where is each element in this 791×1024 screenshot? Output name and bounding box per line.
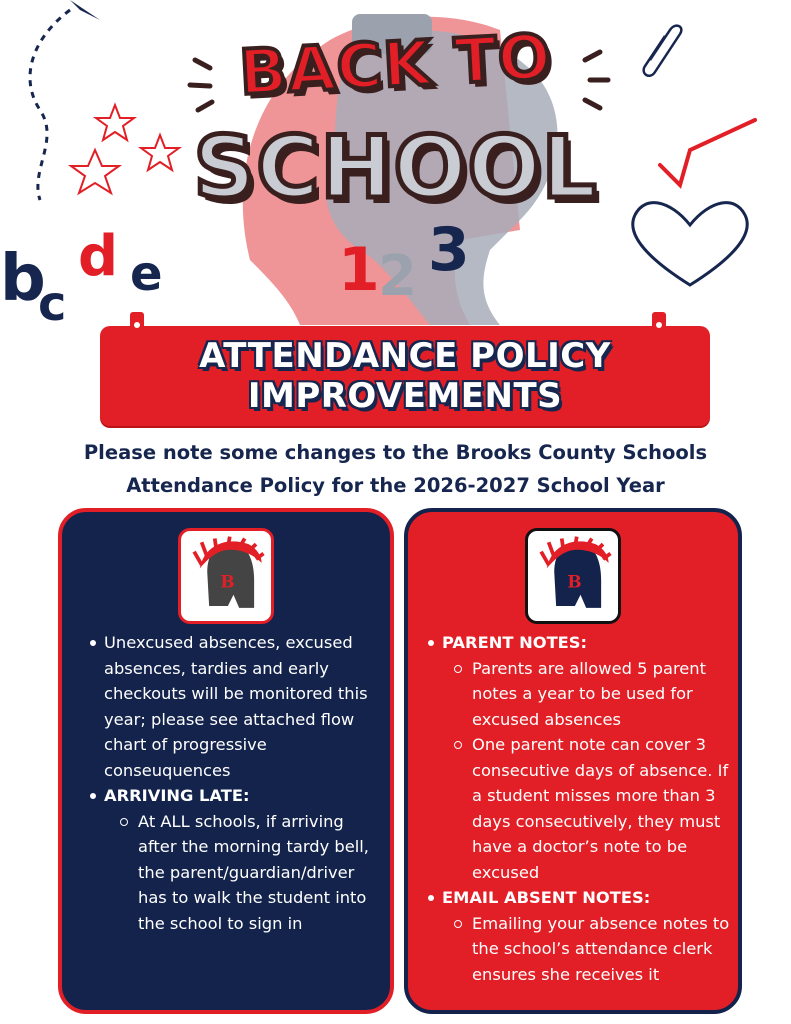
list-text: conseuquences <box>104 760 231 780</box>
bullet-circle <box>120 818 128 826</box>
list-text: excused absences <box>472 709 621 729</box>
banner-title-line2: IMPROVEMENTS <box>247 376 563 416</box>
banner-hanger-left <box>130 312 144 334</box>
spartan-helmet-icon <box>528 531 618 621</box>
bullet-dot <box>428 895 434 901</box>
list-text: Emailing your absence notes to <box>472 913 730 933</box>
list-text: One parent note can cover 3 <box>472 735 706 754</box>
doodle-number-1: 1 <box>338 235 380 305</box>
list-item-monitoring <box>104 630 390 783</box>
list-text: checkouts will be monitored this <box>104 684 368 703</box>
attendance-policy-banner <box>100 326 710 426</box>
list-item-arriving-late <box>104 783 390 809</box>
bullet-dot <box>90 793 96 799</box>
bullet-circle <box>454 665 462 673</box>
list-text: after the morning tardy bell, <box>138 837 369 856</box>
list-text: have a doctor’s note to be <box>472 837 688 856</box>
list-text: ensures she receives it <box>472 964 660 984</box>
subtitle-line1: Please note some changes to the Brooks County Schools <box>83 441 708 464</box>
list-text: has to walk the student into <box>138 888 367 907</box>
list-text: days consecutively, they must <box>472 811 721 831</box>
list-text: a student misses more than 3 <box>472 786 716 805</box>
doodle-letter-c: c <box>38 276 67 330</box>
list-item-email-notes <box>442 885 738 911</box>
banner-hanger-right <box>652 312 666 334</box>
list-text: Parents are allowed 5 parent <box>472 658 707 678</box>
doodle-number-3: 3 <box>428 215 470 285</box>
hero-title-school: SCHOOL <box>193 118 598 218</box>
list-item-parent-notes <box>442 630 738 656</box>
subtitle-line2: Attendance Policy for the 2026-2027 School Year <box>126 474 665 497</box>
section-heading: ARRIVING LATE: <box>104 786 250 805</box>
list-text: the school’s attendance clerk <box>472 939 713 958</box>
banner-title-line1: ATTENDANCE POLICY <box>199 336 611 376</box>
sub-list-item-consecutive-days <box>472 732 738 885</box>
sub-list-item-sign-in <box>138 809 390 937</box>
bullet-circle <box>454 920 462 928</box>
section-heading: EMAIL ABSENT NOTES: <box>442 888 651 907</box>
svg-text:B: B <box>567 571 582 592</box>
doodle-number-2: 2 <box>378 244 417 309</box>
list-text: year; please see attached flow <box>104 709 355 729</box>
sub-list-item-email <box>472 911 738 988</box>
hero-title-back-to: BACK TO <box>237 19 554 110</box>
svg-text:B: B <box>220 571 235 592</box>
list-text: consecutive days of absence. If <box>472 760 729 780</box>
list-text: the parent/guardian/driver <box>138 862 355 882</box>
section-heading: PARENT NOTES: <box>442 633 588 652</box>
bullet-dot <box>90 640 96 646</box>
right-info-panel <box>404 508 742 1014</box>
subtitle <box>20 436 771 502</box>
doodle-letter-b: b <box>0 242 46 316</box>
list-text: the school to sign in <box>138 913 303 933</box>
spartan-logo <box>525 528 621 624</box>
list-text: excused <box>472 862 540 882</box>
left-info-panel <box>58 508 394 1014</box>
list-text: chart of progressive <box>104 735 267 754</box>
sub-list-item-note-allowance <box>472 656 738 733</box>
doodle-letter-e: e <box>130 246 163 302</box>
list-text: Unexcused absences, excused <box>104 633 353 652</box>
spartan-logo <box>178 528 274 624</box>
list-text: At ALL schools, if arriving <box>138 811 344 831</box>
list-text: absences, tardies and early <box>104 658 329 678</box>
doodle-letter-d: d <box>78 224 119 289</box>
list-text: notes a year to be used for <box>472 684 693 703</box>
bullet-circle <box>454 741 462 749</box>
arrow-doodle-icon <box>70 0 100 20</box>
bullet-dot <box>428 640 434 646</box>
spartan-helmet-icon <box>181 531 271 621</box>
